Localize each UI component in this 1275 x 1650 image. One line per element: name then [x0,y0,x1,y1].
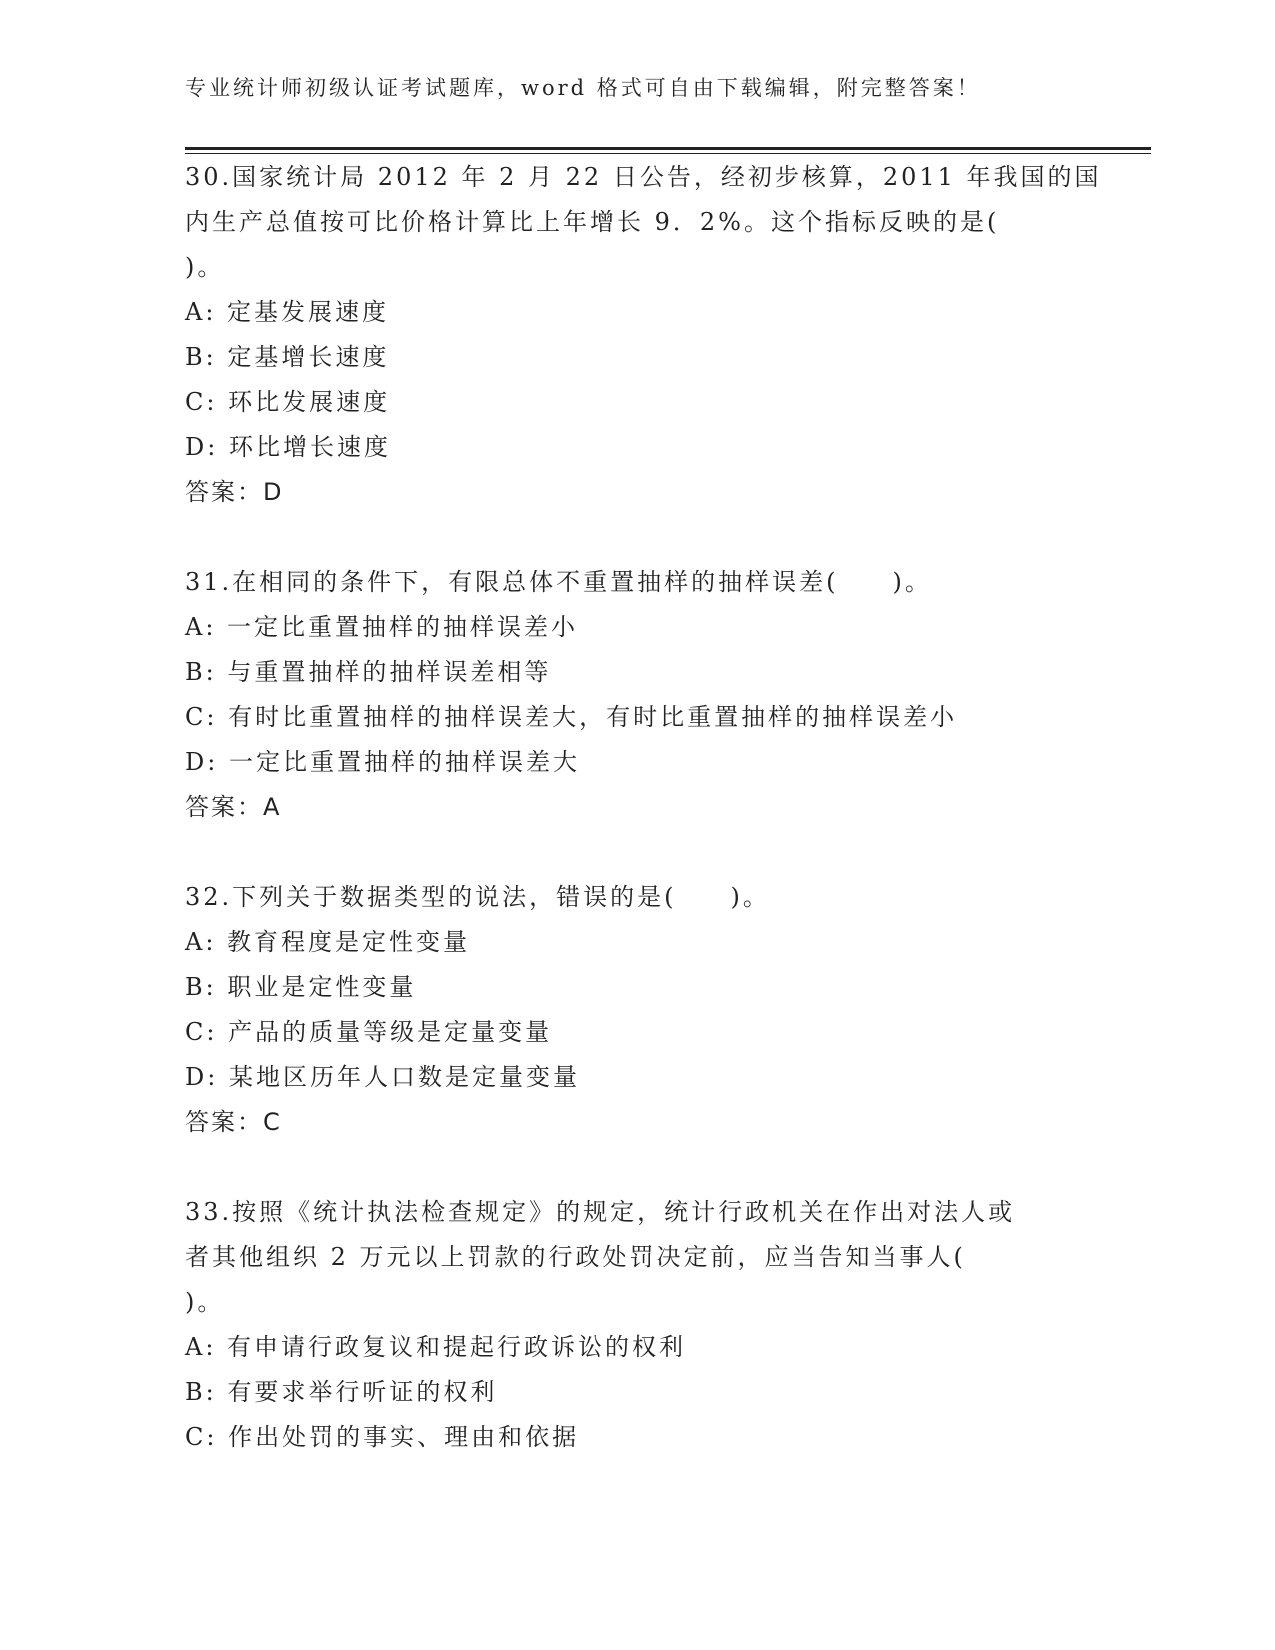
option-c: C: 有时比重置抽样的抽样误差大，有时比重置抽样的抽样误差小 [185,703,958,731]
question-33 [185,1190,1165,1460]
question-text: )。 [185,1288,225,1316]
header-rule-thin [185,153,1151,154]
option-a: A: 教育程度是定性变量 [185,928,471,956]
option-a: A: 有申请行政复议和提起行政诉讼的权利 [185,1333,687,1361]
option-d: D: 某地区历年人口数是定量变量 [185,1063,580,1091]
question-32 [185,875,1165,1145]
option-b: B: 有要求举行听证的权利 [185,1378,498,1406]
question-text: 内生产总值按可比价格计算比上年增长 9．2%。这个指标反映的是( [185,208,1000,236]
page-header: 专业统计师初级认证考试题库，word 格式可自由下载编辑，附完整答案！ [185,76,981,100]
header-rule-thick [185,147,1151,150]
option-b: B: 定基增长速度 [185,343,390,371]
question-list [185,155,1165,1505]
question-30 [185,155,1165,515]
option-c: C: 环比发展速度 [185,388,391,416]
option-d: D: 一定比重置抽样的抽样误差大 [185,748,580,776]
option-c: C: 产品的质量等级是定量变量 [185,1018,553,1046]
option-d: D: 环比增长速度 [185,433,391,461]
question-text: 者其他组织 2 万元以上罚款的行政处罚决定前，应当告知当事人( [185,1243,966,1271]
option-a: A: 一定比重置抽样的抽样误差小 [185,613,579,641]
answer: 答案：D [185,478,284,506]
question-text: 31.在相同的条件下，有限总体不重置抽样的抽样误差( )。 [185,568,932,596]
option-b: B: 职业是定性变量 [185,973,417,1001]
answer: 答案：C [185,1108,282,1136]
question-text: 33.按照《统计执法检查规定》的规定，统计行政机关在作出对法人或 [185,1198,1016,1226]
option-c: C: 作出处罚的事实、理由和依据 [185,1423,580,1451]
option-a: A: 定基发展速度 [185,298,390,326]
option-b: B: 与重置抽样的抽样误差相等 [185,658,552,686]
question-text: 30.国家统计局 2012 年 2 月 22 日公告，经初步核算，2011 年我国的国 [185,163,1102,191]
question-text: )。 [185,253,225,281]
question-31 [185,560,1165,830]
question-text: 32.下列关于数据类型的说法，错误的是( )。 [185,883,770,911]
answer: 答案：A [185,793,282,821]
